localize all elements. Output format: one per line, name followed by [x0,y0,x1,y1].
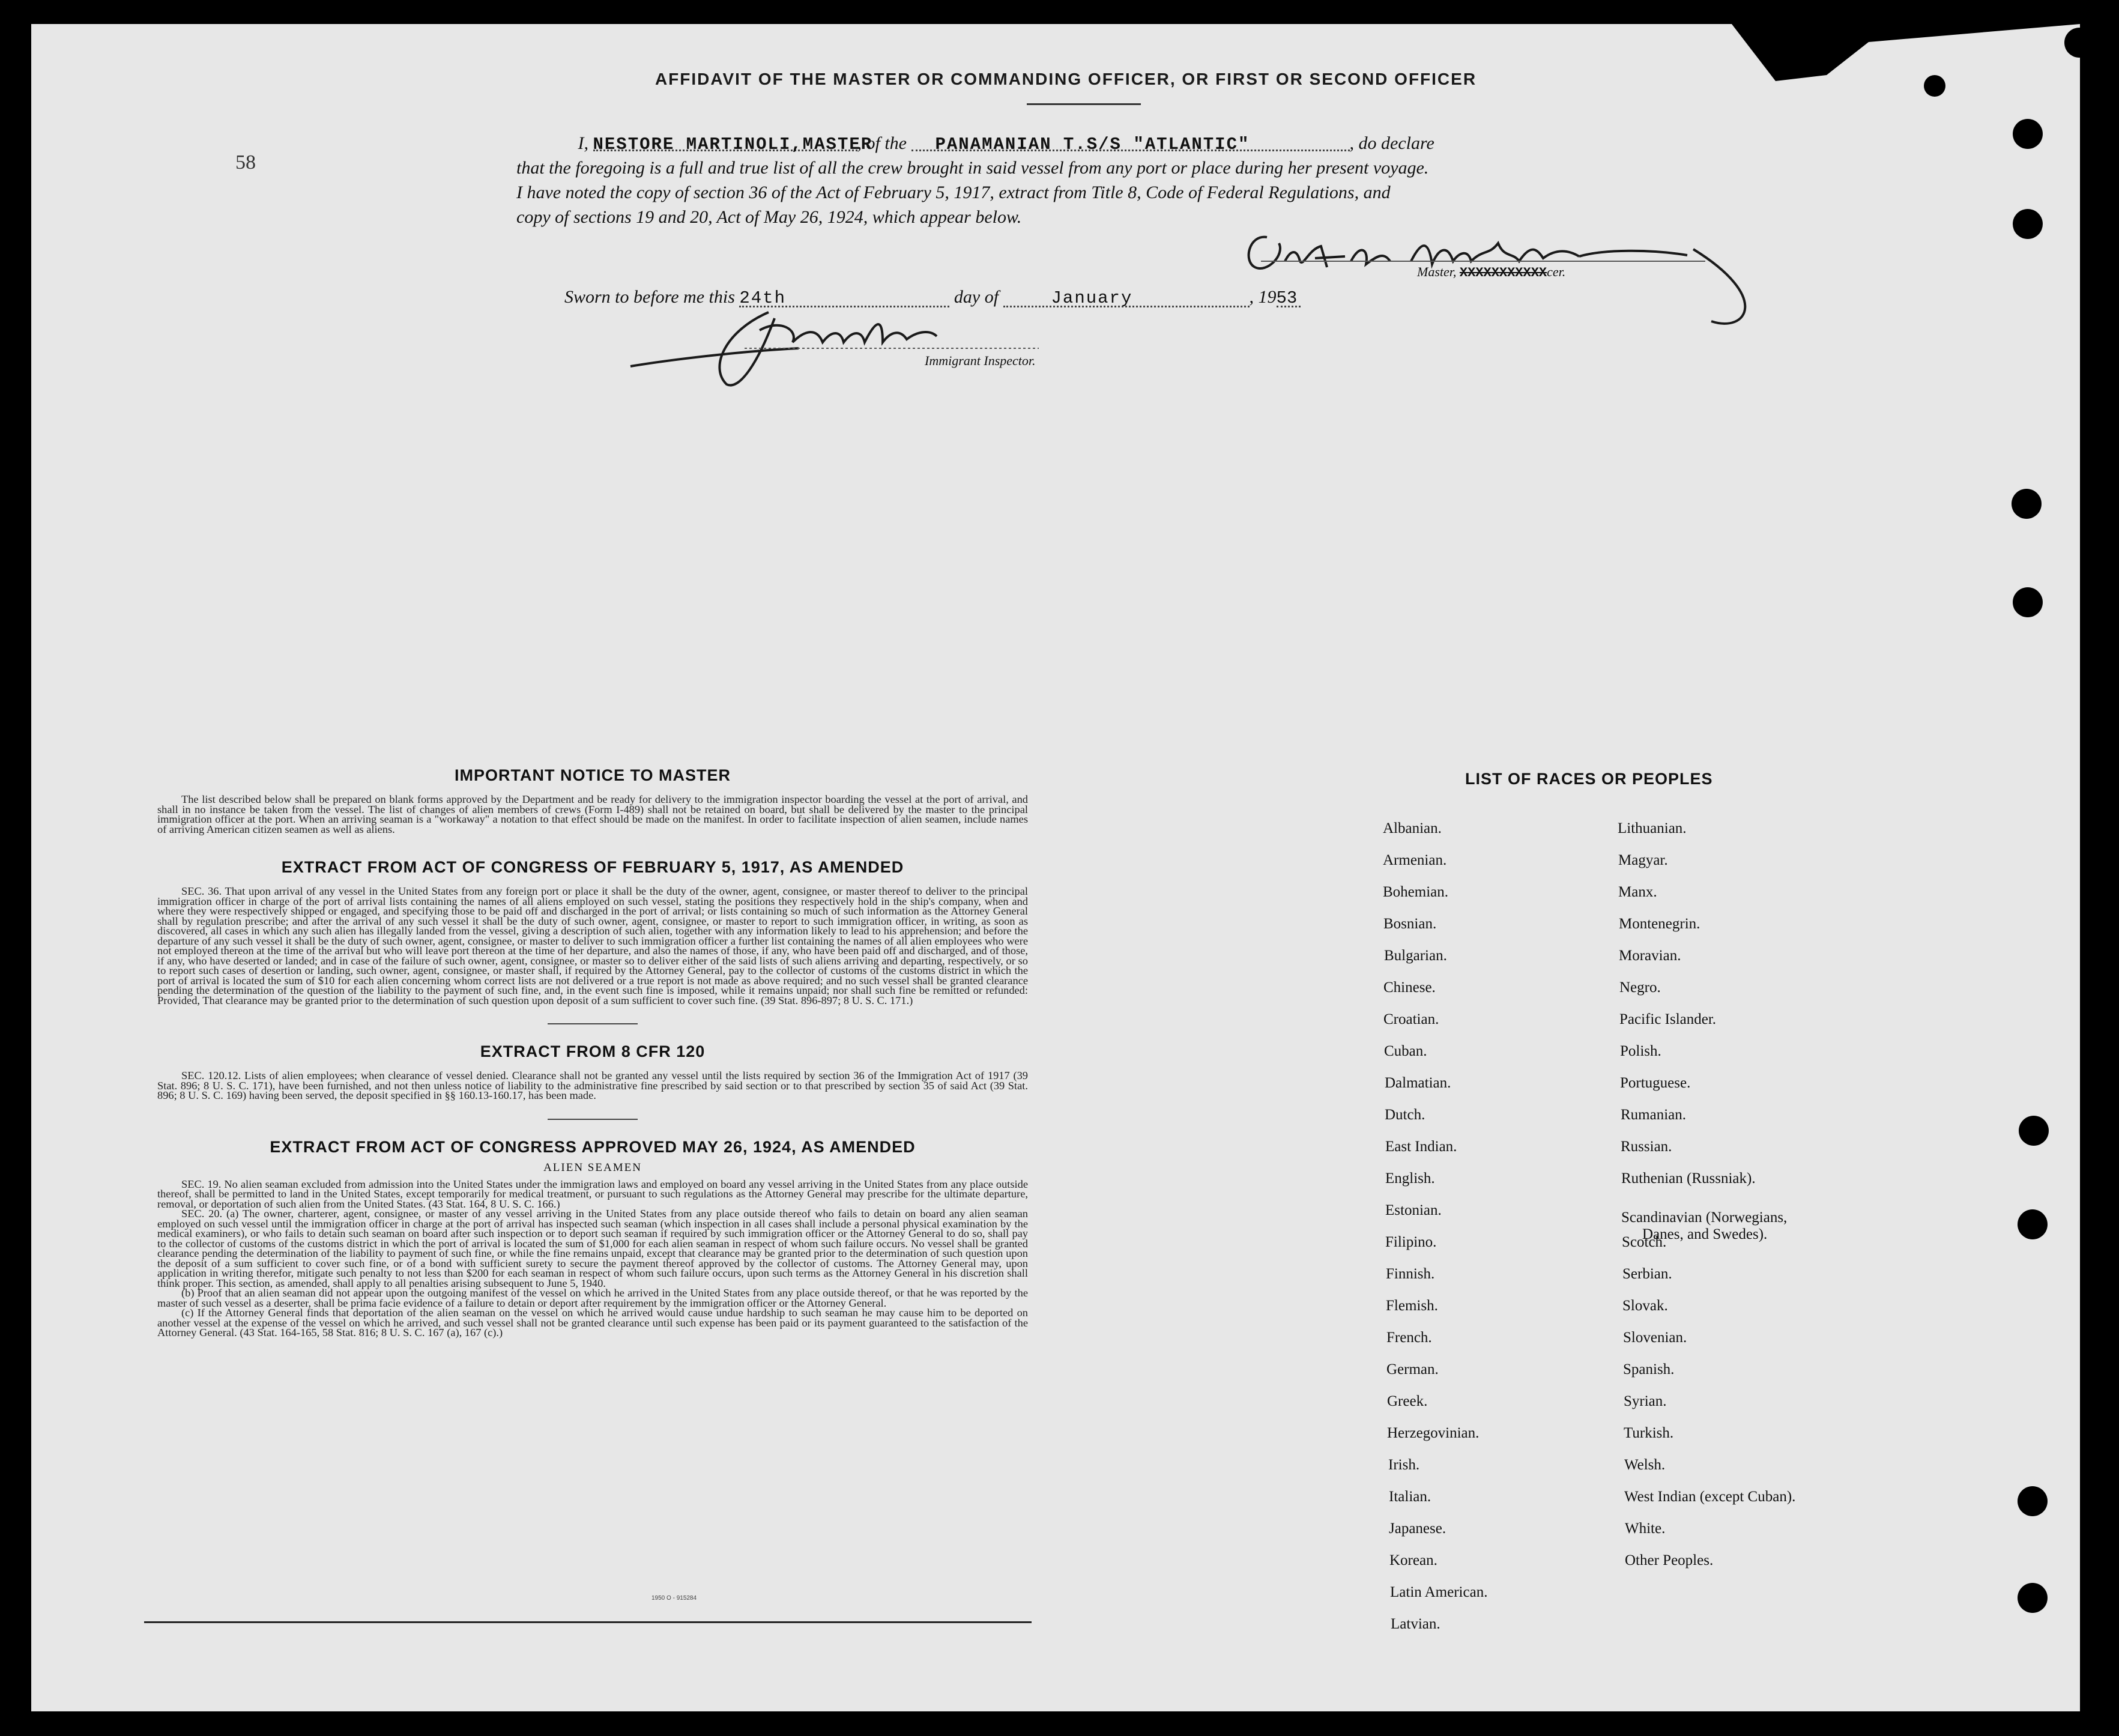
race-left-item: Irish. [1388,1457,1420,1473]
race-right-item: Magyar. [1618,852,1668,868]
extract-1917-body: SEC. 36. That upon arrival of any vessel in the United States from any foreign port or place it shall be the duty of the owner, agent, consignee, or master thereof to deliver to the principal immigration officer in charge of the port of arrival lists containing the names of all aliens employed on such vessel, stating the positions they respectively hold in the ship's company, when and where they were respectively shipped or engaged, and specifying those to be paid off and discharged in the port of arrival; or lists containing so much of such information as the Attorney General shall by regulation prescribe; and after the arrival of any such vessel it shall be the duty of such owner, agent, consignee, or master to report to such immigration officer, in writing, as soon as discovered, all cases in which any such alien has illegally landed from the vessel, giving a description of such alien, together with any information likely to lead to his apprehension; and before the departure of any such vessel it shall be the duty of such owner, agent, consignee, or master to deliver to such immigration officer a further list containing the names of all alien employees who were not employed thereon at the time of the arrival but who will leave port thereon at the time of her departure, and also the names of those, if any, who have been paid off and discharged, and of those, if any, who have deserted or landed; and in case of the failure of such owner, agent, consignee, or master so to deliver either of the said lists of such aliens arriving and departing, respectively, or so to report such cases of desertion or landing, such owner, agent, consignee, or master shall, if required by the Attorney General, pay to the collector of customs of the customs district in which the port of arrival is located the sum of $10 for each alien concerning whom correct lists are not delivered or a true report is not made as above required; and no such vessel shall be granted clearance pending the determination of the question of the liability to the payment of such fine, and, in the event such fine is imposed, while it remains unpaid; nor shall such fine be remitted or refunded: Provided, That clearance may be granted prior to the determination of such question upon deposit of a sum sufficient to cover such fine. (39 Stat. 896-897; 8 U. S. C. 171.) [157,885,1028,1006]
vessel-value: PANAMANIAN T.S/S "ATLANTIC" [935,135,1250,154]
sworn-day-of: day of [954,287,999,307]
race-left-item: Flemish. [1386,1298,1438,1314]
sworn-prefix: Sworn to before me this [564,287,735,307]
binder-hole [2012,489,2042,519]
race-right-item: Turkish. [1624,1425,1674,1441]
alien-seamen-subtitle: ALIEN SEAMEN [543,1161,642,1174]
race-right-item: Lithuanian. [1618,820,1687,836]
affidavit-line-4: copy of sections 19 and 20, Act of May 26, 1924, which appear below. [516,207,1022,227]
binder-hole [1924,75,1945,97]
race-left-item: Latin American. [1390,1584,1488,1600]
notice-title: IMPORTANT NOTICE TO MASTER [455,766,731,784]
page-title: AFFIDAVIT OF THE MASTER OR COMMANDING OFFICER, OR FIRST OR SECOND OFFICER [654,70,1477,88]
race-left-item: Filipino. [1385,1234,1437,1250]
binder-hole [2018,1583,2048,1613]
race-right-item: Slovak. [1622,1298,1668,1314]
race-left-item: Finnish. [1386,1266,1435,1282]
race-right-item: Negro. [1619,979,1661,996]
extract-1924-title: EXTRACT FROM ACT OF CONGRESS APPROVED MAY 26, 1924, AS AMENDED [270,1137,916,1156]
race-right-item: Rumanian. [1621,1107,1687,1123]
notice-body: The list described below shall be prepared on blank forms approved by the Department and be ready for delivery to the immigration inspector boarding the vessel at the port of arrival, and shall in no instance be taken from the vessel. The list of changes of alien members of crews (Form I-489) shall not be retained on board, but shall be delivered by the master to the principal immigration officer at the port. When an arriving seaman is a "workaway" a notation to that effect should be made on the manifest. In order to facilitate inspection of alien seamen, include names of arriving American citizen seamen as well as aliens. [157,793,1028,835]
inspector-signature [618,294,1051,396]
master-label-line [1417,264,1565,280]
race-left-item: Armenian. [1383,852,1447,868]
race-left-item: Chinese. [1383,979,1436,996]
race-right-item: White. [1625,1520,1666,1537]
race-right-item: Slovenian. [1623,1329,1687,1346]
section-separator [548,1023,638,1024]
race-left-item: Latvian. [1391,1616,1440,1632]
race-left-item: Cuban. [1384,1043,1427,1059]
binder-hole [2013,209,2043,239]
race-right-item: Syrian. [1624,1393,1667,1409]
binder-hole [2018,1209,2048,1239]
master-name-value: NESTORE MARTINOLI,MASTER [593,135,873,154]
extract-1917-title: EXTRACT FROM ACT OF CONGRESS OF FEBRUARY 5, 1917, AS AMENDED [281,858,904,876]
race-right-item: Spanish. [1623,1361,1675,1378]
bottom-rule [144,1621,1032,1623]
races-title: LIST OF RACES OR PEOPLES [1465,770,1713,788]
binder-hole [2019,1116,2049,1146]
binder-hole [2013,587,2043,617]
race-right-item: Scandinavian (Norwegians, [1621,1209,1788,1226]
race-right-item: Russian. [1621,1139,1672,1155]
race-left-item: Herzegovinian. [1387,1425,1480,1441]
affidavit-line-1 [516,131,1657,156]
race-right-item: Ruthenian (Russniak). [1621,1170,1756,1187]
race-right-item: Portuguese. [1620,1075,1691,1091]
binder-hole [2018,1486,2048,1516]
extract-cfr-title: EXTRACT FROM 8 CFR 120 [480,1042,706,1060]
race-left-item: Croatian. [1383,1011,1439,1027]
sworn-month-value: January [1051,288,1133,308]
affidavit-i: I, [578,133,588,153]
race-left-item: German. [1386,1361,1439,1378]
race-left-item: East Indian. [1385,1139,1457,1155]
master-signature-line [1261,261,1705,262]
race-right-item: Moravian. [1619,948,1681,964]
binder-hole [2064,28,2094,58]
race-left-item: Dutch. [1385,1107,1425,1123]
printer-code: 1950 O - 915284 [651,1595,697,1601]
affidavit-line-2: that the foregoing is a full and true list of all the crew brought in said vessel from any port or place during her present voyage. [516,158,1429,178]
master-name-field [593,131,873,154]
sec-20a-text: SEC. 20. (a) The owner, charterer, agent, consignee, or master of any vessel arriving in the United States from any place outside thereof who fails to detain on board any alien seaman employed on such vessel until the immigration officer in charge at the port of arrival has inspected such seaman (which inspection in all cases shall include a personal physical examination by the medical examiners), or who fails to detain such seaman on board after such inspection or to deport such seaman if required by such immigration officer or the Attorney General to do so, shall pay to the collector of customs of the customs district in which the port of arrival is located the sum of $1,000 for each alien seaman in respect of whom such failure occurs. No vessel shall be granted clearance pending the determination of the liability to payment of such fine, or while the fine remains unpaid, except that clearance may be granted prior to the determination of such question upon the deposit of a sum sufficient to cover such fine, or of a bond with sufficient surety to secure the payment thereof approved by the collector of customs. The Attorney General may, upon application in writing therefor, mitigate such penalty to not less than $200 for each seaman in respect of whom such failure occurs, upon such terms as the Attorney General in his discretion shall think proper. This section, as amended, shall apply to all penalties arising subsequent to June 5, 1940. [157,1208,1028,1289]
master-label: Master, [1417,264,1457,279]
race-left-item: Japanese. [1389,1520,1446,1537]
sec-20c-text: (c) If the Attorney General finds that deportation of the alien seaman on the vessel on which he arrived would cause undue hardship to such seaman he may cause him to be deported on another vessel at the expense of the vessel on which he arrived, and such vessel shall not be granted clearance until such expense has been paid or its payment guaranteed to the satisfaction of the Attorney General. (43 Stat. 164-165, 58 Stat. 816; 8 U. S. C. 167 (a), 167 (c).) [157,1307,1028,1338]
race-left-item: English. [1385,1170,1435,1187]
sworn-year-field [1277,287,1301,307]
inspector-label: Immigrant Inspector. [925,353,1036,368]
race-right-item: Pacific Islander. [1619,1011,1717,1027]
race-left-item: Bohemian. [1383,884,1449,900]
title-underline [1027,103,1141,105]
race-left-item: Estonian. [1385,1202,1442,1218]
race-right-item: Other Peoples. [1625,1552,1714,1568]
affidavit-line-3: I have noted the copy of section 36 of the Act of February 5, 1917, extract from Title 8, Code of Federal Regulations, and [516,183,1391,202]
race-left-item: French. [1386,1329,1432,1346]
sworn-year-value: 53 [1276,288,1298,308]
sworn-year-prefix: , 19 [1249,287,1277,307]
extract-cfr-body: SEC. 120.12. Lists of alien employees; when clearance of vessel denied. Clearance shall not be granted any vessel until the lists required by section 36 of the Immigration Act of 1917 (39 Stat. 896; 8 U. S. C. 171), have been furnished, and not then unless notice of liability to the administrative fine prescribed by said section or to that prescribed by section 35 of said Act (39 Stat. 896; 8 U. S. C. 169) having been served, the deposit specified in §§ 160.13-160.17, has been made. [157,1069,1028,1101]
race-left-item: Bulgarian. [1384,948,1447,964]
legal-notices [157,766,1028,1338]
race-left-item: Bosnian. [1383,916,1437,932]
race-right-item: Polish. [1620,1043,1661,1059]
race-right-item: Manx. [1618,884,1657,900]
struck-officer-text: XXXXXXXXXXX [1459,265,1547,280]
race-left-item: Italian. [1389,1489,1431,1505]
race-left-item: Albanian. [1383,820,1442,836]
race-right-item: Montenegrin. [1619,916,1700,932]
binder-hole [2013,119,2043,149]
race-right-item: Welsh. [1624,1457,1666,1473]
race-right-item: Serbian. [1622,1266,1672,1282]
race-left-item: Korean. [1389,1552,1437,1568]
section-separator [548,1119,638,1120]
race-right-item: Danes, and Swedes). [1642,1226,1768,1242]
do-declare-label: , do declare [1349,133,1434,153]
sec-19-text: SEC. 19. No alien seaman excluded from admission into the United States under the immigration laws and employed on board any vessel arriving in the United States from any place outside thereof, shall be permitted to land in the United States, except temporarily for medical treatment, or pursuant to such regulations as the Attorney General may prescribe for the ultimate departure, removal, or deportation of such alien from the United States. (43 Stat. 164, 8 U. S. C. 166.) [157,1178,1028,1210]
of-the-label: , of the [857,133,907,153]
race-left-item: Greek. [1387,1393,1428,1409]
margin-number: 58 [235,151,256,174]
race-left-item: Dalmatian. [1385,1075,1451,1091]
race-right-item: Scotch. [1622,1234,1667,1250]
vessel-field [911,131,1350,154]
sworn-day-value: 24th [739,288,786,308]
sec-20b-text: (b) Proof that an alien seaman did not appear upon the outgoing manifest of the vessel on which he arrived in the United States from any place outside thereof, or that he was reported by the master of such vessel as a deserter, shall be prima facie evidence of a failure to detain or deport after requirement by the immigration officer or the Attorney General. [157,1287,1028,1309]
officer-suffix: cer. [1547,264,1566,279]
race-right-item: West Indian (except Cuban). [1624,1489,1796,1505]
